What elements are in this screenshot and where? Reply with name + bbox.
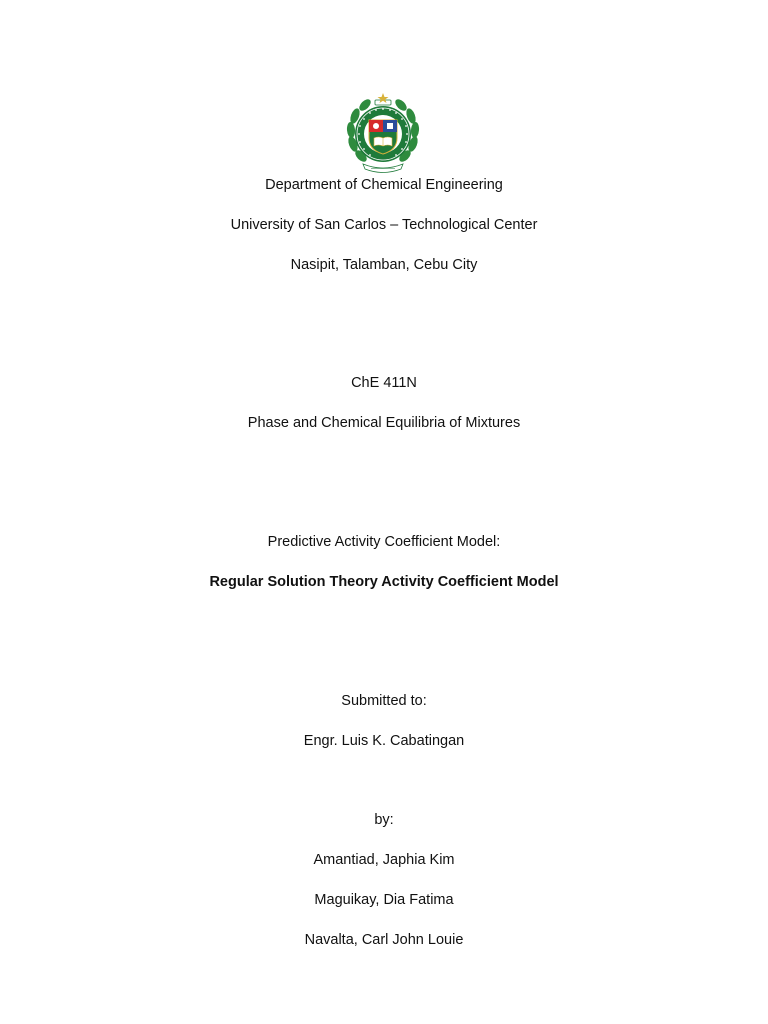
topic-label: Predictive Activity Coefficient Model: <box>267 534 501 550</box>
course-title: Phase and Chemical Equilibria of Mixtures <box>247 415 521 431</box>
author-name: Amantiad, Japhia Kim <box>313 852 455 868</box>
course-code: ChE 411N <box>351 375 417 391</box>
author-name: Maguikay, Dia Fatima <box>314 892 454 908</box>
submitted-to-label: Submitted to: <box>341 693 427 709</box>
university-address: Nasipit, Talamban, Cebu City <box>290 257 478 273</box>
by-label: by: <box>374 812 394 828</box>
author-name: Navalta, Carl John Louie <box>304 932 464 948</box>
report-title: Regular Solution Theory Activity Coefficient Model <box>209 574 559 590</box>
department-name: Department of Chemical Engineering <box>265 177 503 193</box>
university-name: University of San Carlos – Technological Center <box>230 217 538 233</box>
instructor-name: Engr. Luis K. Cabatingan <box>303 733 465 749</box>
university-seal-logo <box>345 92 421 178</box>
